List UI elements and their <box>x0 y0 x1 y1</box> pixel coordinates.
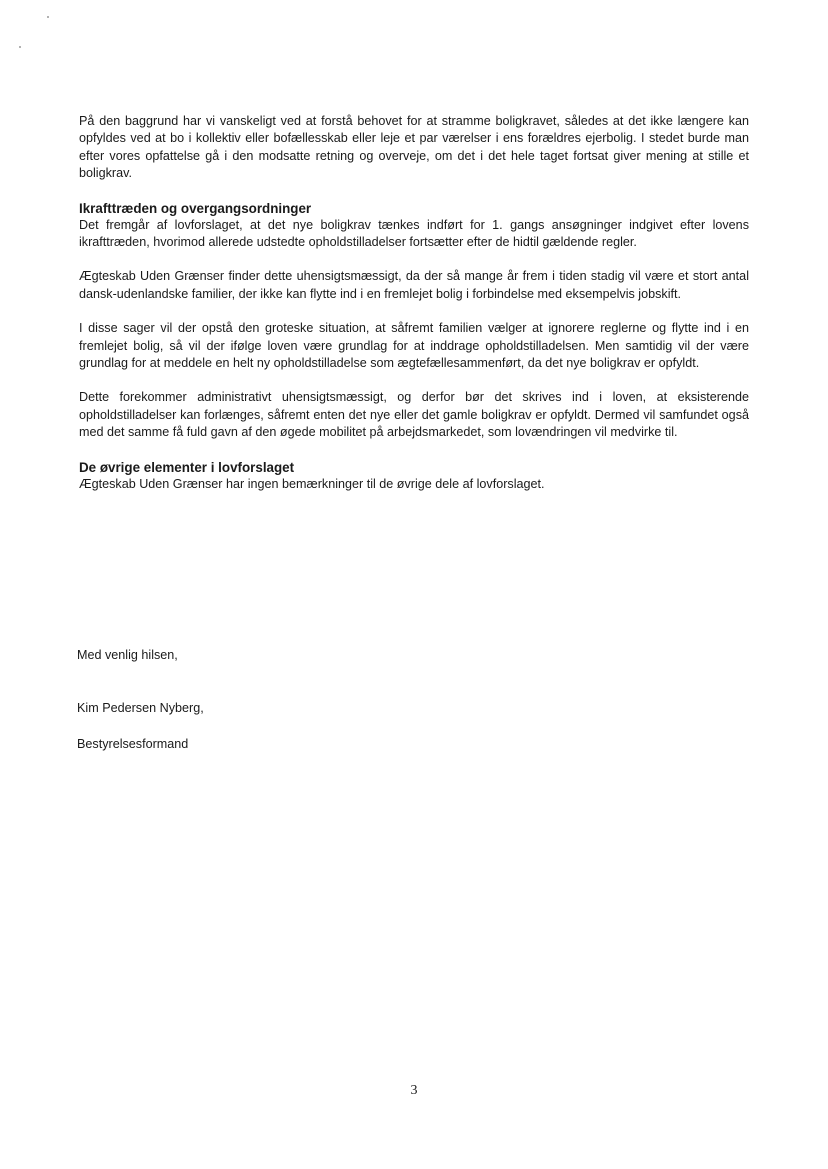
scan-speck <box>19 46 21 48</box>
section-paragraph: Ægteskab Uden Grænser har ingen bemærkninger til de øvrige dele af lovforslaget. <box>79 476 545 491</box>
page-number: 3 <box>410 1083 418 1098</box>
section-heading: Ikrafttræden og overgangsordninger <box>79 200 312 216</box>
letter-body <box>79 113 749 510</box>
body-paragraph: I disse sager vil der opstå den groteske situation, at såfremt familien vælger at ignorere reglerne og flytte ind i en fremlejet bolig, så vil der ifølge loven være grundlag for at inddrage opholdstilladelsen. Men samtidig vil der være grundlag for at meddele en helt ny opholdstilladelse som ægtefællesammenført, da det nye boligkrav er opfyldt. <box>79 321 749 371</box>
section-ikrafttraeden <box>79 200 749 252</box>
scan-speck <box>47 16 49 18</box>
signatory-title: Bestyrelsesformand <box>77 737 189 751</box>
section-oevrige-elementer <box>79 459 749 493</box>
section-paragraph: Det fremgår af lovforslaget, at det nye boligkrav tænkes indført for 1. gangs ansøgninger indgivet efter lovens ikrafttræden, hvorimod allerede udstedte opholdstilladelser fortsætter efter de hidtil gældende regler. <box>79 217 749 250</box>
body-paragraph: Dette forekommer administrativt uhensigtsmæssigt, og derfor bør det skrives ind i loven, at eksisterende opholdstilladelser kan forlænges, såfremt enten det nye eller det gamle boligkrav er opfyldt. Dermed vil samfundet også med det samme få fuld gavn af den øgede mobilitet på arbejdsmarkedet, som lovændringen vil medvirke til. <box>79 390 749 440</box>
signatory-name: Kim Pedersen Nyberg, <box>77 701 204 715</box>
section-heading: De øvrige elementer i lovforslaget <box>79 459 295 475</box>
body-paragraph: Ægteskab Uden Grænser finder dette uhensigtsmæssigt, da der så mange år frem i tiden stadig vil være et stort antal dansk-udenlandske familier, der ikke kan flytte ind i en fremlejet bolig i forbindelse med eksempelvis jobskift. <box>79 269 749 301</box>
body-paragraph: På den baggrund har vi vanskeligt ved at forstå behovet for at stramme boligkravet, således at det ikke længere kan opfyldes ved at bo i kollektiv eller bofællesskab eller leje et par værelser i ens forældres ejerbolig. I stedet burde man efter vores opfattelse gå i den modsatte retning og overveje, om det i det hele taget fortsat giver mening at stille et boligkrav. <box>79 114 749 181</box>
closing-greeting: Med venlig hilsen, <box>77 648 178 662</box>
